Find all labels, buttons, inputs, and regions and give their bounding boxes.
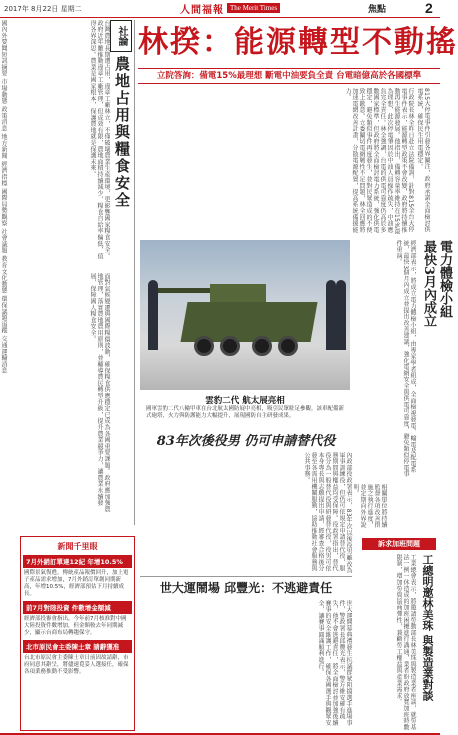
brief-body: 國際景氣復甦，傳統產品報價回升，加上電子產品需求增加，7月外銷訂單創同期新高，年增10.5%，經濟部預估下月持續成長。 [24,570,129,597]
photo-person [148,280,158,350]
main-story-body [138,88,414,236]
news-briefs-box [20,536,135,731]
universiade-story-text: 世大運開幕典禮發生抗議群眾阻擋選手進場事件，警政署長邱豐光表示，警方維安確有疏失，他不會逃避責任，將全面檢討並加強後續賽事的安全維護工作，確保各國選手與觀眾安全，讓賽事圓滿順利進行。 [317,600,352,726]
editorial-title: 農地占用與糧食安全 [113,56,131,209]
issue-date: 2017年 8月22日 星期二 [4,5,82,13]
right-mid-text-block [352,484,440,534]
editorial-column [20,20,135,525]
main-subhead-box [138,68,440,84]
brief-title[interactable]: 7月外銷訂單達12紀 年增10.5% [23,555,132,568]
main-lead-text: 815大停電事件引發各界關注，政府承諾全面檢討供電系統，確保民生用電穩定。 [416,88,430,233]
vehicle-wheel [220,336,240,356]
main-headline-box [138,20,458,66]
editorial-body-upper: 台灣農地長期遭占用，違章工廠林立，不僅破壞農業生產環境，更影響國家糧食安全。政府近年雖推動違章工廠管理，但成效有限，農地面積持續減少，糧食自給率偏低，值得各界深思。農業是國家根本，保護農地就是保護未來。 [89,20,110,260]
main-story-lead [416,88,440,236]
armored-vehicle-photo [140,240,350,390]
photo-caption-title: 雲豹二代 航太展亮相 [205,396,285,406]
labor-story-body [352,554,416,732]
power-story-headline[interactable] [420,240,452,480]
briefs-header: 新聞千里眼 [57,542,98,551]
power-title-line1: 電力體檢小組 [437,240,452,318]
universiade-story-body [140,600,352,731]
universiade-headline[interactable]: 世大運鬧場 邱豐光：不逃避責任 [140,576,352,598]
brief-body: 台北市原民會主委陳士章日前因故請辭，市府同意其辭呈，將儘速覓妥人選接任，確保各項業務推動不受影響。 [24,655,129,675]
newspaper-logo [180,1,300,15]
labor-topic-tag: 訴求加班問題 [362,538,436,550]
page-number: 2 [425,0,433,16]
brief-body: 經濟部投審會指出，今年前7月核准對中國大陸投資件數增加，但金額較去年同期減少，顯示台商布局轉趨保守。 [24,616,127,636]
vehicle-wheel [278,336,298,356]
masthead [0,0,440,18]
power-story-body [352,240,416,480]
editorial-body [22,20,110,525]
labor-story-headline[interactable]: 工總明邀林美珠 與製造業對談 [421,554,434,701]
labor-story-text: 工業總會表示，將邀請勞動部長林美珠與製造業者座談，就勞基法一例一休造成的加班困擾進行溝通，業者盼政府放寬加班時數限制，增加勞資協商彈性，兼顧勞工權益與產業需求。 [395,554,416,731]
brief-title[interactable]: 前7月對陸投資 件數增金額減 [23,601,132,614]
photo-person [336,280,346,350]
main-headline[interactable]: 林揆：能源轉型不動搖 [138,25,458,60]
conscription-story-body [140,452,352,574]
conscription-story-text: 內政部役政署表示，83年次以後役男雖改為軍事訓練役，但仍可依規定申請替代役，服務期間與權益均受保障。役政署指出，替代役分為一般替代役與研發替代役，役男可依本身專長與志願提出申請，經審查合格後分發至各需用機關服勤，協助推動社會服務與公共事務。 [303,452,352,574]
left-strip-text: 國內外要聞短訊摘要 市場動態 政策消息 地方新聞 經濟指標 國際局勢觀察 社會議題 教育文化動態 環保議題追蹤 交通運輸消息 [0,20,7,374]
power-story-text: 經濟部表示，將成立電力體檢小組，由專家學者組成，全面檢視發電、輸電及配電系統，最快3個月內成立並提出改善建議，強化電網安全與供電可靠度，避免類似停電事件重演。 [395,240,416,478]
vehicle-gun [158,288,214,293]
section-name: 焦點 [368,5,387,15]
photo-person [326,280,336,350]
logo-chinese: 人間福報 [180,4,224,16]
photo-caption-body: 國軍雲豹二代八輪甲車在台北航太國防展中亮相，吸引民眾駐足參觀。該車配備新式砲塔，火力與防護能力大幅提升，展現國防自主研發成果。 [146,406,345,419]
vehicle-wheel [252,336,272,356]
main-story-text: 行政院長林全昨日赴立法院備詢，針對815全台大停電事件表示，能源轉型政策不會改變，政府將持續推動再生能源發展。他指出，備轉容量率維持在15%最為理想，此次停電肇因於中油人員操作疏失，中油應負完全責任。林全強調，台電的供電可靠度仍高於多數國家標準，但政府將全面檢討電力系統，強化供電穩定，避免類似事件再度發生，並對民眾造成的不便致上歉意。立委關切電網韌性不足問題，林全回應將加速電網改善計畫，分散電源配置，提高系統備援能力。 [344,88,414,235]
logo-english: The Merit Times [227,3,280,13]
editorial-label: 社論 [110,20,132,52]
vehicle-wheel [194,336,214,356]
brief-title[interactable]: 北市原民會主委陳士章 請辭獲准 [23,640,132,653]
editorial-body-lower: 面對氣候變遷與國際糧價波動，確保糧食供應穩定已成為各國重要課題。政府應加強農地管理，落實農地農用原則，並輔導農民轉型升級，提升農業競爭力，讓農業永續發展，保障國人糧食安全。 [89,273,110,513]
conscription-headline[interactable]: 83年次後役男 仍可申請替代役 [156,434,336,449]
power-title-line2: 最快3月內成立 [421,240,436,328]
right-mid-text: 相關單位將持續監督各項改善措施之執行進度，並定期向外界說明。 [352,484,387,529]
header-rule [0,17,440,18]
left-news-strip [0,20,20,525]
main-subhead: 立院答詢：備電15%最理想 斷電中油要負全責 台電暗億高於各國標準 [156,71,422,81]
